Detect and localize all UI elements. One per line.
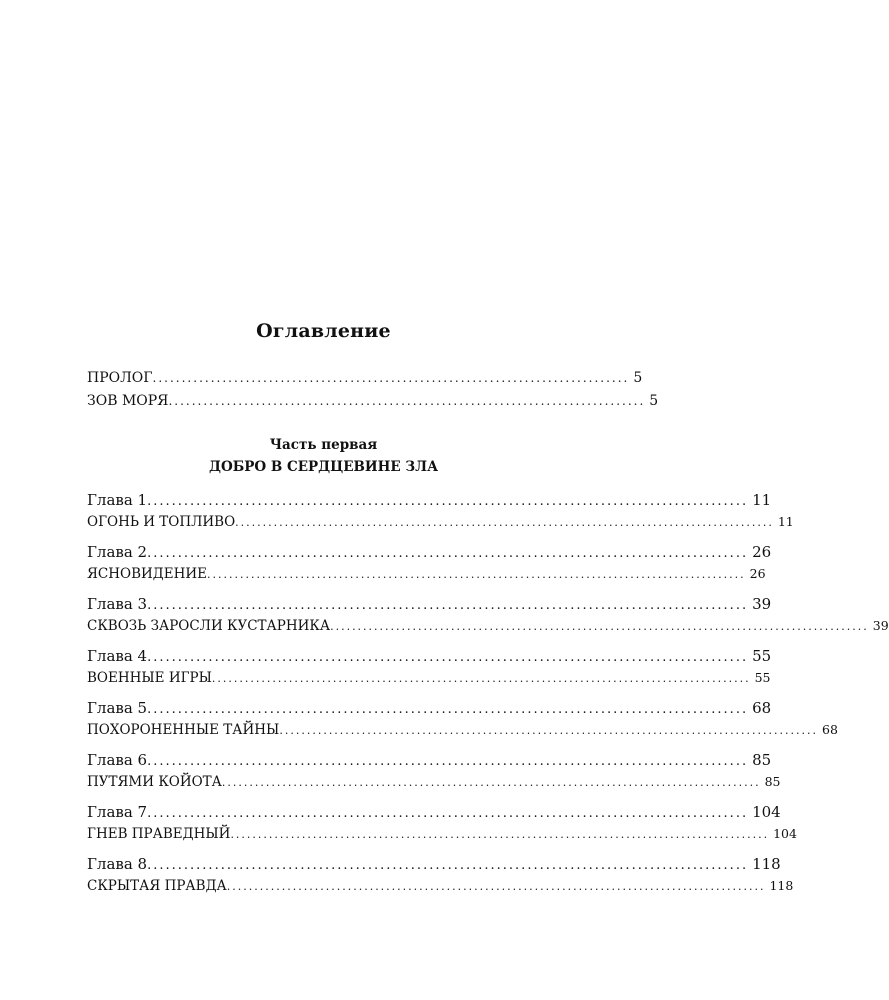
- chapter-page: 39: [752, 595, 772, 613]
- dot-leader: ..................................................................................................: [147, 494, 749, 509]
- toc-chapter-row: [87, 751, 772, 769]
- toc-title: Оглавление: [256, 320, 391, 342]
- dot-leader: ..................................................................................................: [147, 858, 749, 873]
- chapter-label: Глава 3: [87, 595, 148, 613]
- chapter-subtitle: СКВОЗЬ ЗАРОСЛИ КУСТАРНИКА: [87, 618, 331, 634]
- toc-entry-label: ЗОВ МОРЯ: [87, 393, 169, 409]
- chapter-label: Глава 5: [87, 699, 148, 717]
- toc-chapter-row: [87, 699, 772, 717]
- chapter-subtitle: ПУТЯМИ КОЙОТА: [87, 774, 222, 790]
- dot-leader: ..................................................................................................: [147, 754, 749, 769]
- chapter-subtitle: ГНЕВ ПРАВЕДНЫЙ: [87, 826, 231, 842]
- toc-chapter-row: [87, 543, 772, 561]
- chapter-page: 55: [752, 647, 772, 665]
- chapter-label: Глава 8: [87, 855, 148, 873]
- toc-chapter-subtitle-row: [87, 722, 838, 738]
- dot-leader: ..................................................................................: [168, 394, 646, 408]
- dot-leader: ..................................................................................................: [235, 516, 774, 529]
- chapter-subtitle-page: 39: [872, 618, 889, 633]
- dot-leader: ..................................................................................................: [279, 724, 819, 737]
- chapter-page: 118: [752, 855, 781, 873]
- chapter-subtitle: ПОХОРОНЕННЫЕ ТАЙНЫ: [87, 722, 280, 738]
- dot-leader: ..................................................................................................: [147, 806, 749, 821]
- part-label: Часть первая: [269, 437, 378, 453]
- chapter-subtitle-page: 26: [749, 566, 766, 581]
- chapter-subtitle-page: 85: [764, 774, 781, 789]
- dot-leader: ..................................................................................................: [147, 650, 749, 665]
- dot-leader: ..................................................................................................: [330, 620, 869, 633]
- chapter-label: Глава 1: [87, 491, 148, 509]
- chapter-page: 11: [752, 491, 772, 509]
- toc-entry-prologue: [87, 370, 643, 386]
- chapter-page: 26: [752, 543, 772, 561]
- chapter-subtitle: ВОЕННЫЕ ИГРЫ: [87, 670, 212, 686]
- toc-chapter-row: [87, 855, 781, 873]
- chapter-subtitle-page: 11: [777, 514, 794, 529]
- chapter-label: Глава 7: [87, 803, 148, 821]
- part-name: ДОБРО В СЕРДЦЕВИНЕ ЗЛА: [208, 459, 439, 475]
- chapter-page: 85: [752, 751, 772, 769]
- toc-entry-label: ПРОЛОГ: [87, 370, 153, 386]
- chapter-subtitle: ЯСНОВИДЕНИЕ: [87, 566, 207, 582]
- chapter-subtitle: ОГОНЬ И ТОПЛИВО: [87, 514, 236, 530]
- chapter-label: Глава 2: [87, 543, 148, 561]
- dot-leader: ..................................................................................................: [230, 828, 770, 841]
- chapter-subtitle: СКРЫТАЯ ПРАВДА: [87, 878, 227, 894]
- dot-leader: ..................................................................................................: [211, 672, 751, 685]
- dot-leader: ..................................................................................................: [147, 598, 749, 613]
- dot-leader: ..................................................................................................: [147, 702, 749, 717]
- toc-chapter-row: [87, 595, 772, 613]
- dot-leader: ..................................................................................................: [207, 568, 746, 581]
- toc-chapter-row: [87, 647, 772, 665]
- dot-leader: ..................................................................................................: [147, 546, 749, 561]
- chapter-subtitle-page: 68: [822, 722, 838, 737]
- chapter-label: Глава 6: [87, 751, 148, 769]
- dot-leader: ..................................................................................: [152, 371, 630, 385]
- toc-chapter-subtitle-row: [87, 670, 771, 686]
- toc-entry-page: 5: [633, 370, 643, 386]
- toc-chapter-subtitle-row: [87, 514, 794, 530]
- toc-entry-zov-morya: [87, 393, 659, 409]
- chapter-subtitle-page: 104: [773, 826, 797, 841]
- chapter-label: Глава 4: [87, 647, 148, 665]
- dot-leader: ..................................................................................................: [221, 776, 761, 789]
- chapter-subtitle-page: 118: [769, 878, 794, 893]
- toc-chapter-subtitle-row: [87, 878, 794, 894]
- chapter-page: 104: [752, 803, 781, 821]
- chapter-page: 68: [752, 699, 772, 717]
- toc-chapter-subtitle-row: [87, 566, 766, 582]
- toc-chapter-subtitle-row: [87, 774, 781, 790]
- toc-chapter-row: [87, 803, 781, 821]
- toc-chapter-subtitle-row: [87, 826, 797, 842]
- toc-chapter-subtitle-row: [87, 618, 889, 634]
- chapter-subtitle-page: 55: [754, 670, 771, 685]
- toc-entry-page: 5: [649, 393, 659, 409]
- toc-chapter-row: [87, 491, 772, 509]
- dot-leader: ..................................................................................................: [226, 880, 766, 893]
